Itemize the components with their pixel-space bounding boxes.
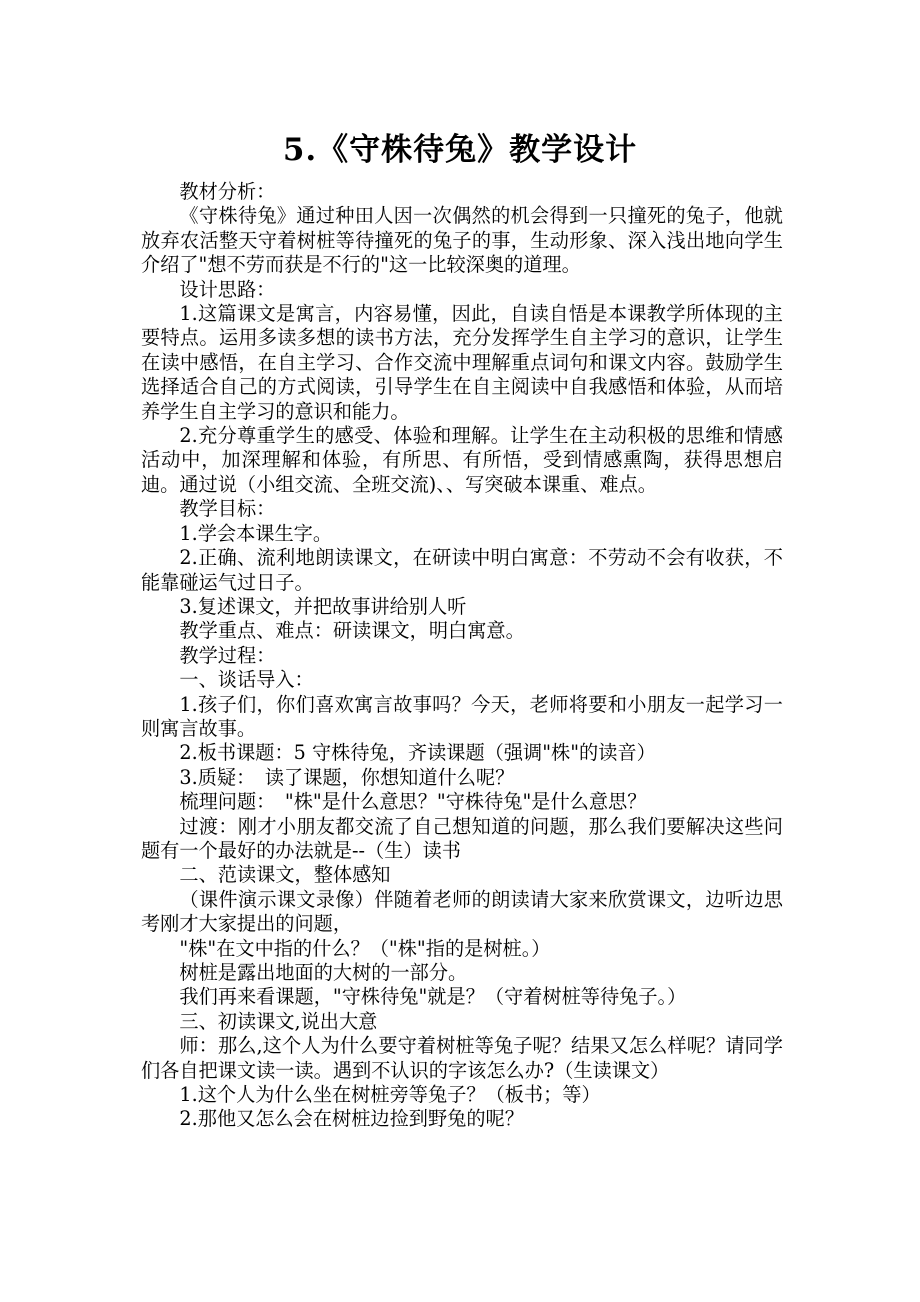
paragraph-material-analysis-heading: 教材分析： xyxy=(179,180,276,203)
paragraph-section-2-heading: 二、范读课文，整体感知 xyxy=(179,863,391,887)
paragraph-section-3-teacher: 师：那么,这个人为什么要守着树桩等兔子呢？结果又怎么样呢？请同学们各自把课文读一读。遇到不认识的字该怎么办?（生读课文） xyxy=(141,1034,783,1082)
paragraph-section-2-intro: （课件演示课文录像）伴随着老师的朗读请大家来欣赏课文，边听边思考刚才大家提出的问题， xyxy=(141,887,783,936)
paragraph-section-2-question-2: 我们再来看课题，"守株待兔"就是？（守着树桩等待兔子。） xyxy=(179,985,687,1009)
paragraph-section-3-question-2: 2.那他又怎么会在树桩边捡到野兔的呢？ xyxy=(179,1107,524,1131)
document-title: 5.《守株待兔》教学设计 xyxy=(282,132,638,168)
paragraph-section-2-explanation: 树桩是露出地面的大树的一部分。 xyxy=(179,961,468,984)
paragraph-section-1-step-3: 3.质疑： 读了课题，你想知道什么呢？ xyxy=(179,765,515,789)
paragraph-teaching-goals-heading: 教学目标： xyxy=(179,497,276,521)
document-body xyxy=(141,180,783,1132)
paragraph-sort-questions: 梳理问题： "株"是什么意思？"守株待兔"是什么意思？ xyxy=(179,790,647,814)
paragraph-design-idea-2: 2.充分尊重学生的感受、体验和理解。让学生在主动积极的思维和情感活动中，加深理解和体验，有所思、有所悟，受到情感熏陶，获得思想启迪。通过说（小组交流、全班交流)、、写突破本课重、难点。 xyxy=(141,424,783,496)
paragraph-goal-1: 1.学会本课生字。 xyxy=(179,521,333,545)
paragraph-section-1-step-2: 2.板书课题：5 守株待兔，齐读课题（强调"株"的读音） xyxy=(179,741,656,765)
paragraph-design-idea-heading: 设计思路： xyxy=(179,277,276,301)
paragraph-section-1-step-1: 1.孩子们，你们喜欢寓言故事吗？今天，老师将要和小朋友一起学习一则寓言故事。 xyxy=(141,692,783,740)
paragraph-section-1-heading: 一、谈话导入： xyxy=(179,668,314,692)
paragraph-section-3-heading: 三、初读课文,说出大意 xyxy=(179,1009,378,1033)
paragraph-goal-2: 2.正确、流利地朗读课文，在研读中明白寓意：不劳动不会有收获，不能靠碰运气过日子。 xyxy=(141,546,783,594)
paragraph-key-points: 教学重点、难点：研读课文，明白寓意。 xyxy=(179,619,525,643)
paragraph-material-analysis: 《守株待兔》通过种田人因一次偶然的机会得到一只撞死的兔子，他就放弃农活整天守着树桩等待撞死的兔子的事，生动形象、深入浅出地向学生介绍了"想不劳而获是不行的"这一比较深奥的道理。 xyxy=(141,204,783,277)
paragraph-process-heading: 教学过程： xyxy=(179,643,276,667)
paragraph-transition: 过渡：刚才小朋友都交流了自己想知道的问题，那么我们要解决这些问题有一个最好的办法就是--（生）读书 xyxy=(141,814,783,862)
paragraph-goal-3: 3.复述课文，并把故事讲给别人听 xyxy=(179,594,467,618)
paragraph-section-3-question-1: 1.这个人为什么坐在树桩旁等兔子？（板书；等） xyxy=(179,1083,601,1107)
paragraph-section-2-question-1: "株"在文中指的什么？（"株"指的是树桩。） xyxy=(179,936,551,960)
paragraph-design-idea-1: 1.这篇课文是寓言，内容易懂，因此，自读自悟是本课教学所体现的主要特点。运用多读多想的读书方法，充分发挥学生自主学习的意识，让学生在读中感悟，在自主学习、合作交流中理解重点词句和课文内容。鼓励学生选择适合自己的方式阅读，引导学生在自主阅读中自我感悟和体验，从而培养学生自主学习的意识和能力。 xyxy=(141,302,783,423)
